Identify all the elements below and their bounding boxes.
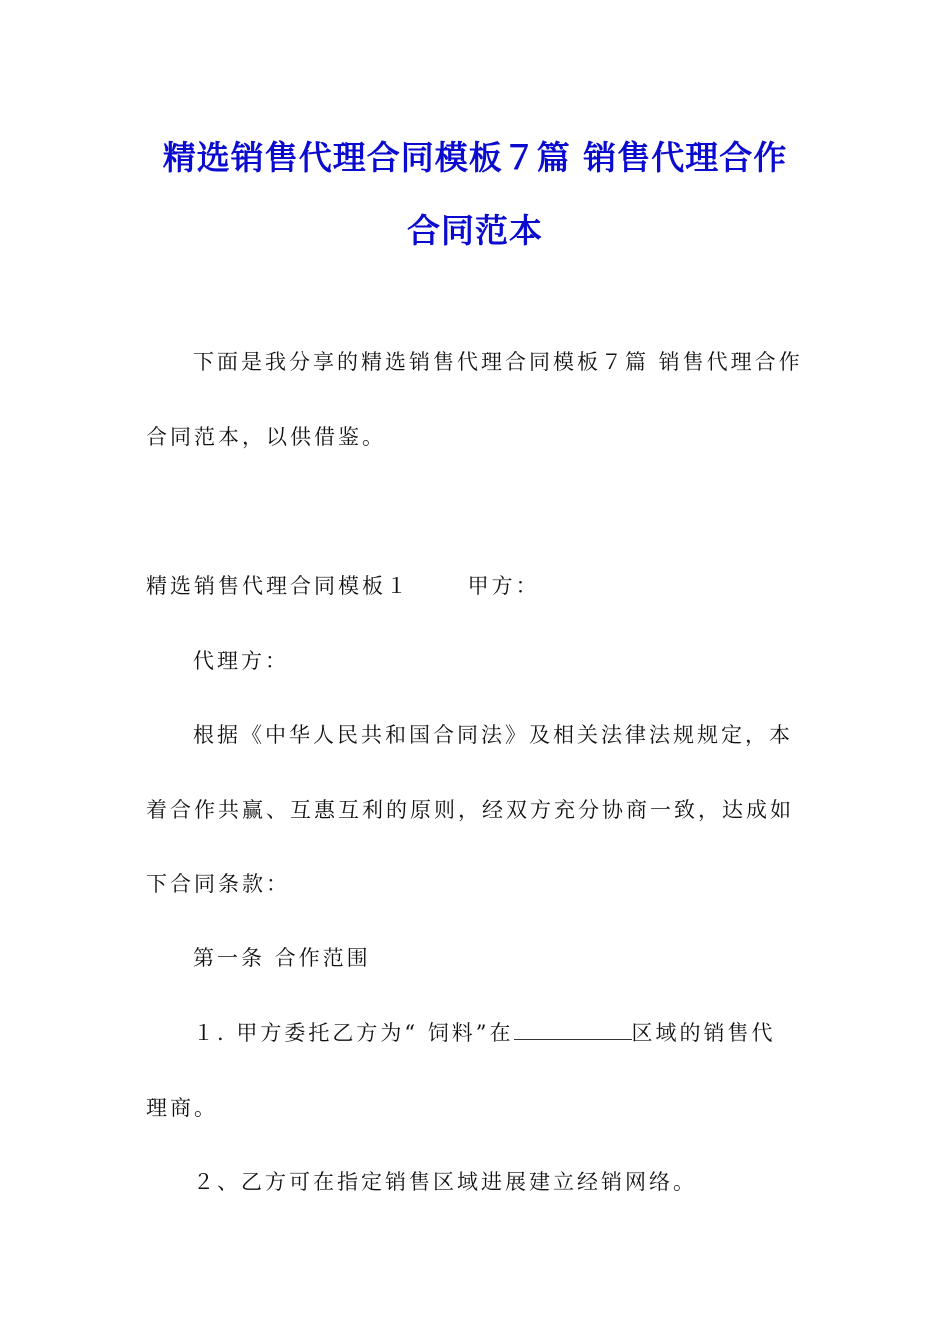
item-2: ２、乙方可在指定销售区域进展建立经销网络。 <box>193 1170 697 1194</box>
paragraph-1-line-2: 着合作共赢、互惠互利的原则，经双方充分协商一致，达成如 <box>146 798 794 822</box>
document-title-line-1: 精选销售代理合同模板７篇 销售代理合作 <box>162 138 788 177</box>
intro-line-1: 下面是我分享的精选销售代理合同模板７篇 销售代理合作 <box>193 350 803 374</box>
item-1-text-after-blank: 区域的销售代 <box>631 1021 776 1045</box>
document-title-line-2: 合同范本 <box>407 211 543 250</box>
item-1-line-2: 理商。 <box>146 1096 218 1120</box>
item-1-line-1 <box>193 1017 776 1047</box>
paragraph-1-line-3: 下合同条款： <box>146 872 290 896</box>
section-heading: 精选销售代理合同模板１ 甲方： <box>146 574 540 598</box>
article-1-title: 第一条 合作范围 <box>193 946 371 970</box>
item-1-text-before-blank: １. 甲方委托乙方为“ 饲料”在 <box>193 1021 514 1045</box>
paragraph-1-line-1: 根据《中华人民共和国合同法》及相关法律法规规定，本 <box>193 723 793 747</box>
agent-label: 代理方： <box>193 649 289 673</box>
intro-line-2: 合同范本，以供借鉴。 <box>146 425 386 449</box>
region-blank-line <box>514 1021 632 1040</box>
